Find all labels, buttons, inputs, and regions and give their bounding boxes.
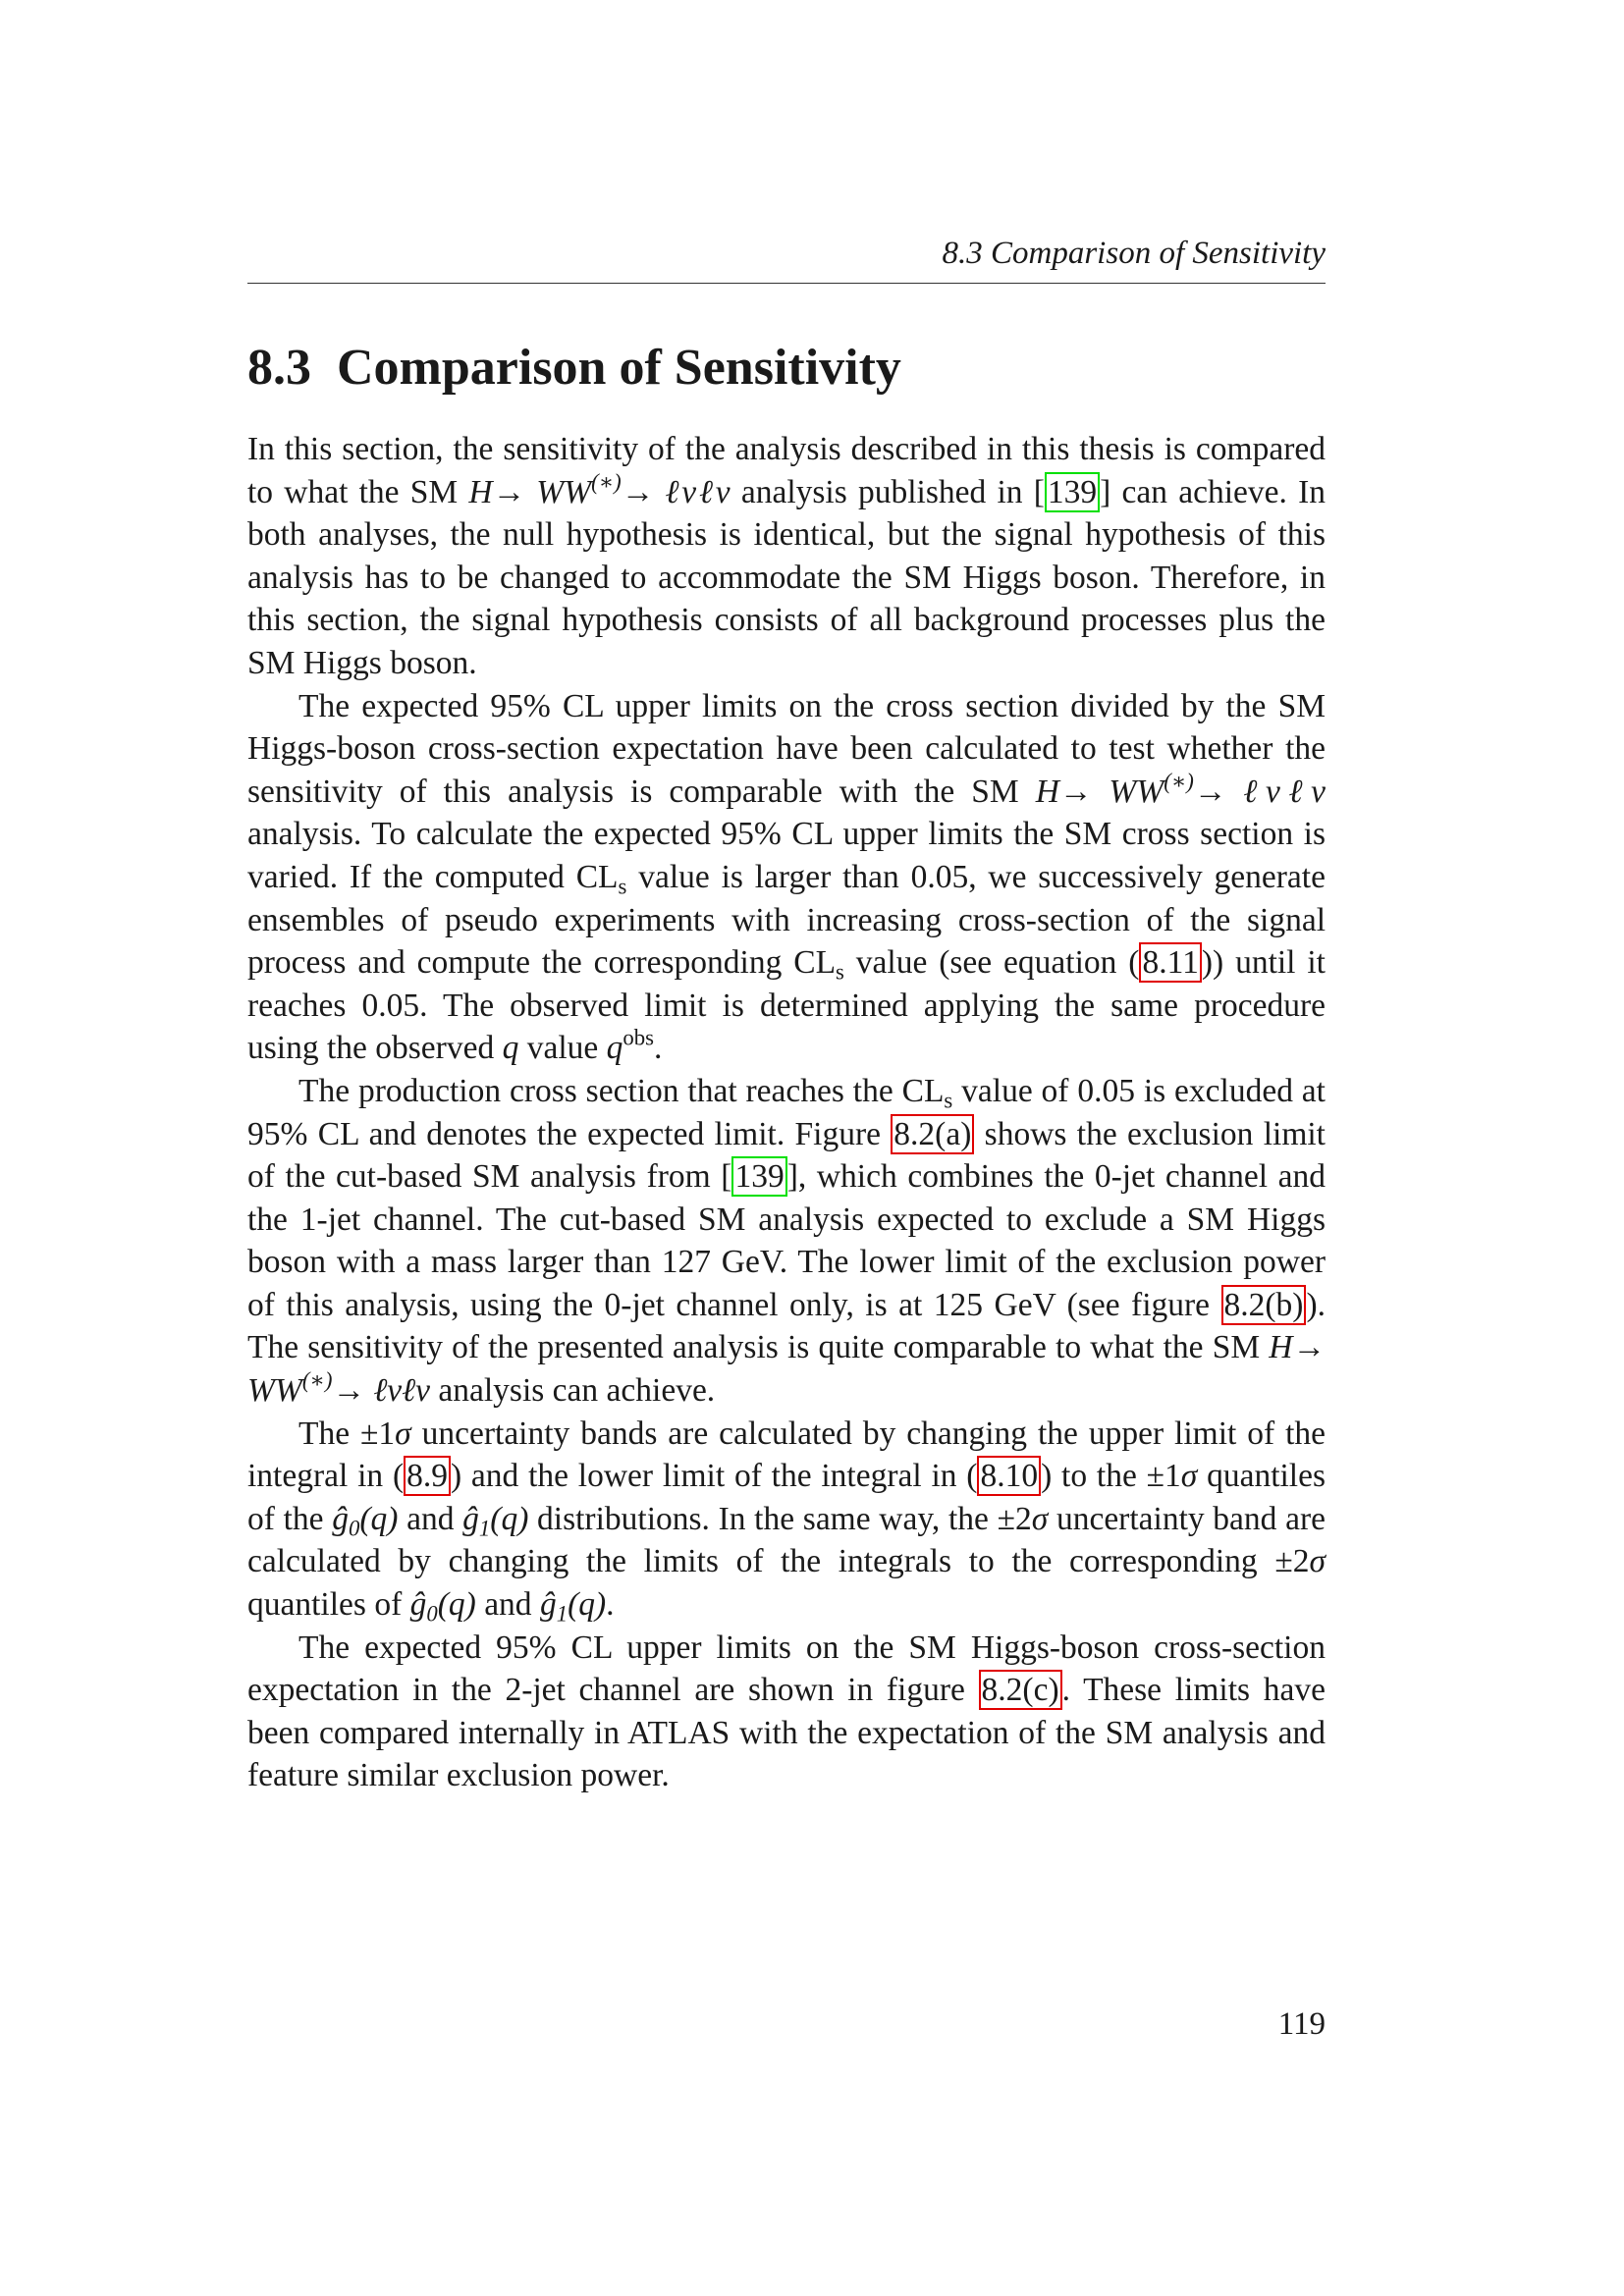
running-header: 8.3 Comparison of Sensitivity (942, 236, 1326, 271)
paragraph-5: The expected 95% CL upper limits on the SM Higgs-boson cross-section expectation in the 2-jet channel are shown in figure 8.2(c). These limits have been compared internally in ATLAS with the expectation of the SM analysis and feature similar exclusion power. (247, 1629, 1326, 1794)
body-text (247, 428, 1326, 1797)
process-formula: H→ WW(∗)→ ℓνℓν (468, 468, 731, 510)
figure-link-8-2b[interactable]: 8.2(b) (1221, 1285, 1307, 1325)
section-title: Comparison of Sensitivity (337, 340, 901, 396)
paragraph-1: In this section, the sensitivity of the analysis described in this thesis is compared to what the SM H→ WW(∗)→ ℓνℓν analysis published in [139] can achieve. In both analyses, the null hypothesis is identical, but the signal hypothesis of this analysis has to be changed to accommodate the SM Higgs boson. Therefore, in this section, the signal hypothesis consists of all background processes plus the SM Higgs boson. (247, 431, 1326, 681)
equation-link-8-11[interactable]: 8.11 (1139, 942, 1201, 983)
figure-link-8-2a[interactable]: 8.2(a) (891, 1114, 974, 1154)
section-heading (247, 334, 901, 402)
header-rule (247, 283, 1326, 284)
section-number: 8.3 (247, 340, 311, 396)
figure-link-8-2c[interactable]: 8.2(c) (979, 1670, 1062, 1710)
paragraph-3: The production cross section that reaches the $CL_s$ value of 0.05 is excluded at 95% CL and denotes the expected limit. Figure 8.2(a) shows the exclusion limit of the cut-based SM analysis from [139], which combines the 0-jet channel and the 1-jet channel. The cut-based SM analysis expected to exclude a SM Higgs boson with a mass larger than 127 GeV. The lower limit of the exclusion power of this analysis, using the 0-jet channel only, is at 125 GeV (see figure 8.2(b)). The sensitivity of the presented analysis is quite comparable to what the SM H→ WW(∗)→ ℓνℓν analysis can achieve. (247, 1072, 1326, 1410)
citation-link-139[interactable]: 139 (1045, 472, 1100, 512)
citation-link-139[interactable]: 139 (731, 1156, 786, 1197)
paragraph-2: The expected 95% CL upper limits on the cross section divided by the SM Higgs-boson cross-section expectation have been calculated to test whether the sensitivity of this analysis is comparable with the SM H→ WW(∗)→ ℓνℓν analysis. To calculate the expected 95% CL upper limits the SM cross section is varied. If the computed $CL_s$ value is larger than 0.05, we successively generate ensembles of pseudo experiments with increasing cross-section of the signal process and compute the corresponding $CL_s$ value (see equation (8.11)) until it reaches 0.05. The observed limit is determined applying the same procedure using the observed q value $q^{obs}$. (247, 687, 1326, 1067)
page-number: 119 (1277, 2006, 1326, 2042)
equation-link-8-9[interactable]: 8.9 (404, 1456, 451, 1496)
paragraph-4: The ±1σ uncertainty bands are calculated by changing the upper limit of the integral in (8.9) and the lower limit of the integral in (8.10) to the ±1σ quantiles of the $ĝ_0(q)$ and $ĝ_1(q)$ distributions. In the same way, the ±2σ uncertainty band are calculated by changing the limits of the integrals to the corresponding ±2σ quantiles of $ĝ_0(q)$ and $ĝ_1(q)$. (247, 1415, 1326, 1627)
equation-link-8-10[interactable]: 8.10 (977, 1456, 1041, 1496)
process-formula: H→ WW(∗)→ ℓνℓν (1035, 769, 1326, 810)
process-formula: H→ WW(∗)→ ℓνℓν (247, 1329, 1326, 1410)
